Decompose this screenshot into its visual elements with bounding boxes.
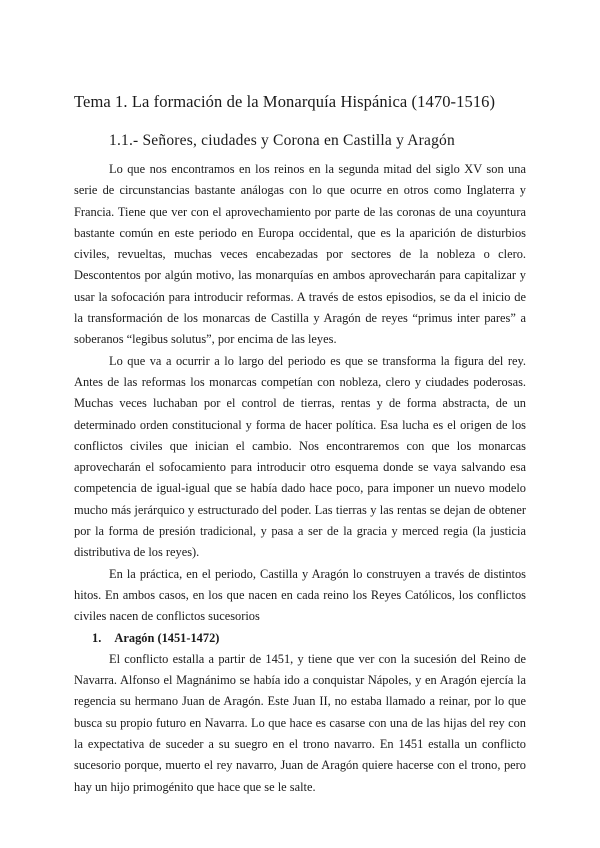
paragraph-4: El conflicto estalla a partir de 1451, y tiene que ver con la sucesión del Reino de Navarra. Alfonso el Magnánimo se había ido a conquistar Nápoles, y en Aragón ejercía la regencia su hermano Juan de Aragón. Este Juan II, no estaba llamado a reinar, por lo que busca su propio futuro en Navarra. Lo que hace es casarse con una de las hijas del rey con la expectativa de suceder a su suegro en el trono navarro. En 1451 estalla un conflicto sucesorio porque, muerto el rey navarro, Juan de Aragón quiere hacerse con el trono, pero hay un hijo primogénito que hace que se le salte. [74, 651, 526, 794]
section-heading [74, 628, 526, 649]
paragraph-3: En la práctica, en el periodo, Castilla y Aragón lo construyen a través de distintos hitos. En ambos casos, en los que nacen en cada reino los Reyes Católicos, los conflictos civiles nacen de conflictos sucesorios [74, 566, 526, 624]
paragraph-2: Lo que va a ocurrir a lo largo del periodo es que se transforma la figura del rey. Antes de las reformas los monarcas competían con nobleza, clero y ciudades poderosas. Muchas veces luchaban por el control de tierras, rentas y de forma abstracta, de un determinado orden constitucional y forma de hacer política. Esa lucha es el origen de los conflictos civiles que inician el cambio. Nos encontraremos con que los monarcas aprovecharán el sofocamiento para introducir otro esquema donde se vaya salvando esa competencia de igual-igual que se había dado hace poco, para imponer un nuevo modelo mucho más jerárquico y estructurado del poder. Las tierras y las rentas se dejan de obtener por la forma de presión tradicional, y pasa a ser de la gracia y merced regia (la justicia distributiva de los reyes). [74, 353, 526, 560]
section-heading-text: Aragón (1451-1472) [114, 630, 220, 645]
document-body [74, 159, 526, 798]
document-title: Tema 1. La formación de la Monarquía Hispánica (1470-1516) [74, 92, 496, 111]
paragraph-1: Lo que nos encontramos en los reinos en la segunda mitad del siglo XV son una serie de circunstancias bastante análogas con lo que ocurre en otros como Inglaterra y Francia. Tiene que ver con el aprovechamiento por parte de las coronas de una coyuntura bastante común en este periodo en Europa occidental, que es la aparición de disturbios civiles, revueltas, muchas veces encabezadas por sectores de la nobleza o clero. Descontentos por algún motivo, las monarquías en ambos aprovecharán para capitalizar y usar la sofocación para introducir reformas. A través de estos episodios, se da el inicio de la transformación de los monarcas de Castilla y Aragón de reyes “primus inter pares” a soberanos “legibus solutus”, por encima de las leyes. [74, 162, 526, 347]
section-number: 1. [92, 630, 102, 645]
section-subtitle: 1.1.- Señores, ciudades y Corona en Castilla y Aragón [109, 132, 455, 149]
